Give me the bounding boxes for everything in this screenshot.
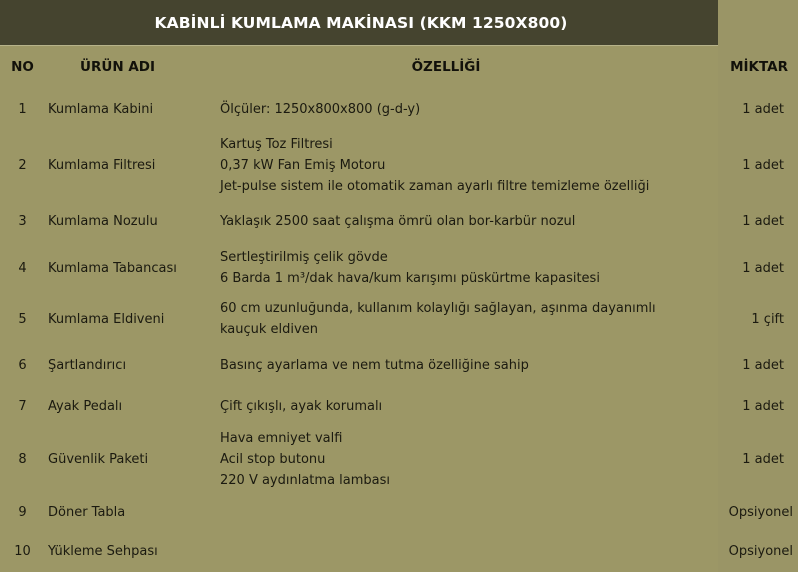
row-no: 5 [18, 311, 27, 327]
row-features [218, 492, 712, 532]
header-features: ÖZELLİĞİ [411, 59, 481, 75]
row-product-name: Kumlama Tabancası [48, 260, 177, 276]
feature-line: Basınç ayarlama ve nem tutma özelliğine sahip [220, 357, 529, 373]
row-product-name: Şartlandırıcı [48, 357, 127, 373]
row-no: 1 [18, 101, 27, 117]
feature-line: 6 Barda 1 m³/dak hava/kum karışımı püskürtme kapasitesi [220, 271, 600, 286]
row-quantity: 1 çift [751, 311, 784, 327]
spec-table [0, 46, 798, 571]
table-row [0, 492, 798, 532]
table-row [0, 242, 798, 294]
row-quantity: 1 adet [742, 157, 784, 173]
table-row [0, 344, 798, 386]
row-features [218, 200, 712, 242]
feature-line: Sertleştirilmiş çelik gövde [220, 250, 388, 265]
feature-line: Yaklaşık 2500 saat çalışma ömrü olan bor-karbür nozul [220, 213, 576, 229]
row-quantity: 1 adet [742, 260, 784, 276]
row-features [218, 532, 712, 571]
row-features [218, 426, 712, 492]
header-product-name: ÜRÜN ADI [80, 59, 155, 75]
row-quantity: 1 adet [742, 357, 784, 373]
feature-line: Ölçüler: 1250x800x800 (g-d-y) [220, 101, 421, 117]
header-quantity: MİKTAR [730, 59, 788, 75]
row-product-name: Kumlama Eldiveni [48, 311, 165, 327]
feature-line: Çift çıkışlı, ayak korumalı [220, 398, 383, 414]
header-row [0, 46, 798, 88]
row-no: 2 [18, 157, 27, 173]
feature-line: Kartuş Toz Filtresi [220, 136, 333, 152]
row-no: 7 [18, 398, 27, 414]
row-product-name: Kumlama Filtresi [48, 157, 156, 173]
row-quantity: Opsiyonel [728, 544, 793, 559]
row-no: 4 [18, 260, 27, 276]
row-product-name: Güvenlik Paketi [48, 451, 149, 467]
table-row [0, 426, 798, 492]
feature-line: Jet-pulse sistem ile otomatik zaman ayarlı filtre temizleme özelliği [220, 178, 650, 194]
row-features [218, 130, 712, 200]
row-quantity: 1 adet [742, 398, 784, 414]
header-no: NO [11, 59, 34, 75]
title-bar [0, 0, 718, 46]
row-quantity: 1 adet [742, 451, 784, 467]
row-quantity: 1 adet [742, 101, 784, 117]
table-header [0, 46, 798, 88]
row-no: 10 [14, 544, 31, 559]
table-row [0, 200, 798, 242]
row-product-name: Döner Tabla [48, 504, 126, 520]
row-features [218, 386, 712, 426]
row-product-name: Kumlama Nozulu [48, 213, 158, 229]
row-no: 3 [18, 213, 27, 229]
feature-line: 0,37 kW Fan Emiş Motoru [220, 157, 386, 173]
table-row [0, 386, 798, 426]
row-quantity: 1 adet [742, 213, 784, 229]
row-features [218, 294, 712, 344]
table-row [0, 88, 798, 130]
row-features [218, 242, 712, 294]
table-body [0, 88, 798, 571]
feature-line: 220 V aydınlatma lambası [220, 472, 391, 488]
row-product-name: Kumlama Kabini [48, 101, 154, 117]
row-no: 9 [18, 504, 27, 520]
row-product-name: Ayak Pedalı [48, 398, 123, 414]
feature-line: 60 cm uzunluğunda, kullanım kolaylığı sağlayan, aşınma dayanımlı [220, 301, 656, 316]
row-product-name: Yükleme Sehpası [48, 544, 158, 559]
table-row [0, 532, 798, 571]
feature-line: kauçuk eldiven [220, 322, 318, 337]
page-title: KABİNLİ KUMLAMA MAKİNASI (KKM 1250X800) [154, 13, 568, 32]
row-quantity: Opsiyonel [728, 504, 793, 520]
row-no: 8 [18, 451, 27, 467]
table-row [0, 130, 798, 200]
row-features [218, 88, 712, 130]
feature-line: Acil stop butonu [220, 451, 326, 467]
row-features [218, 344, 712, 386]
row-no: 6 [18, 357, 27, 373]
table-row [0, 294, 798, 344]
feature-line: Hava emniyet valfi [220, 430, 343, 446]
